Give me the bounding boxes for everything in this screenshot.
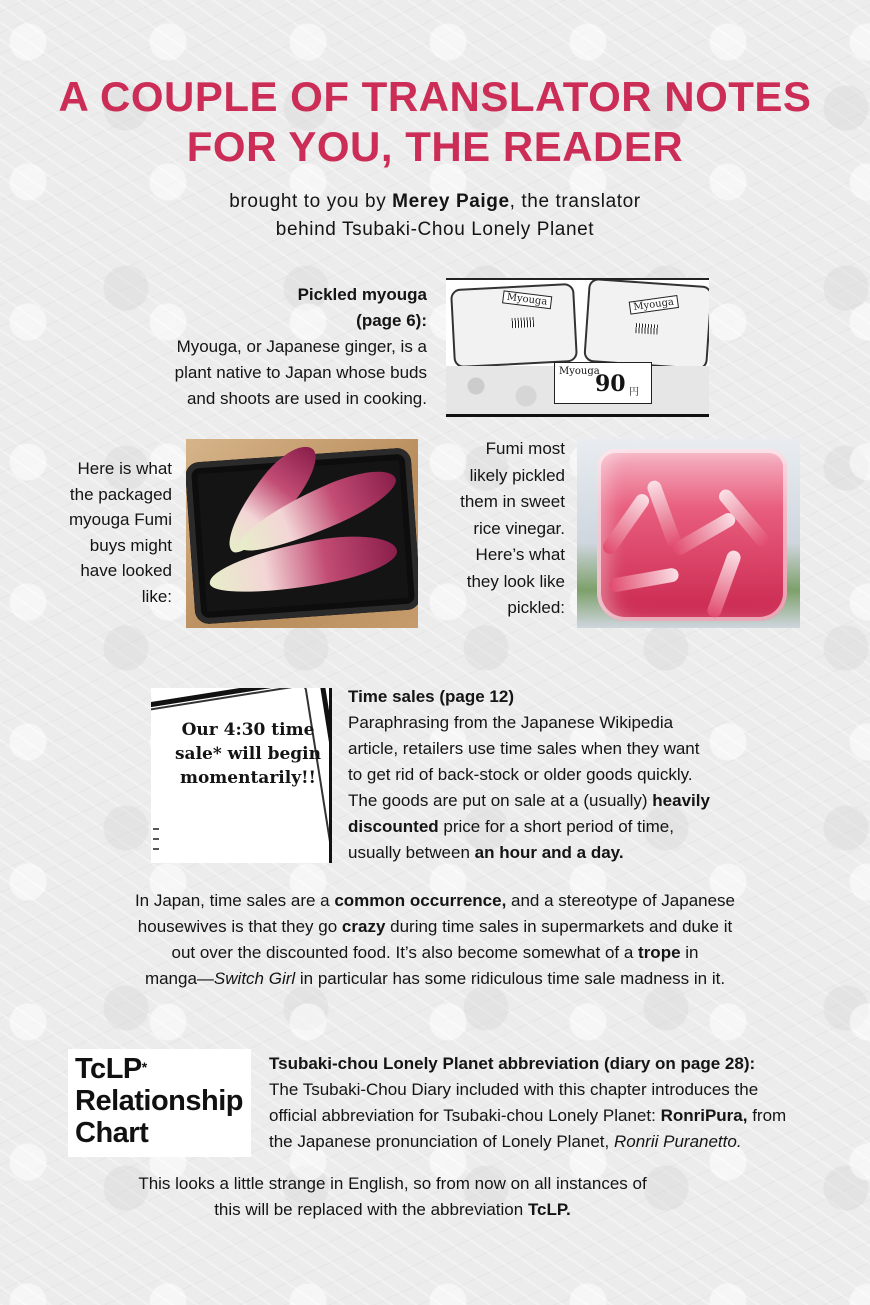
pickled-line: likely pickled: [469, 465, 565, 485]
time-sales-note: [348, 684, 768, 866]
packaged-line: have looked: [80, 561, 172, 580]
pickled-myouga-jar-photo: [577, 439, 800, 628]
tclp-footer-line-1: This looks a little strange in English, so from now on all instances of: [138, 1174, 647, 1193]
bold-run: TcLP.: [527, 1200, 571, 1219]
myouga-heading-1: Pickled myouga: [297, 285, 427, 304]
bold-run: crazy: [341, 917, 386, 936]
panel-tick: [153, 838, 159, 840]
tclp-box-star: *: [141, 1059, 147, 1075]
text-run: this will be replaced with the abbreviation: [214, 1200, 528, 1219]
myouga-body-1: Myouga, or Japanese ginger, is a: [176, 337, 427, 356]
tclp-footer: [60, 1171, 725, 1223]
barcode-2: [635, 323, 658, 335]
myouga-body-2: plant native to Japan whose buds: [174, 363, 427, 382]
time-sales-line-5: [348, 814, 768, 840]
tclp-note: [269, 1051, 849, 1155]
tclp-relationship-chart-box: [68, 1049, 251, 1157]
pickle: [645, 479, 682, 550]
bold-run: an hour and a day.: [474, 843, 624, 862]
manga-tag-2: Myouga: [629, 295, 679, 315]
text-run: in particular has some ridiculous time sale madness in it.: [295, 969, 726, 988]
tclp-line-3: [269, 1129, 849, 1155]
pickled-caption: [440, 436, 565, 622]
text-run: out over the discounted food. It’s also become somewhat of a: [171, 943, 639, 962]
text-run: and a stereotype of Japanese: [506, 891, 736, 910]
time-sales-paragraph: [40, 888, 830, 992]
pickle: [705, 549, 742, 620]
packaged-line: buys might: [89, 535, 172, 555]
manga-pack-right: [583, 278, 709, 370]
speech-line-1: Our 4:30 time: [181, 720, 315, 740]
text-run: manga—: [144, 969, 214, 988]
bold-run: common occurrence,: [334, 891, 507, 910]
pickled-line: them in sweet: [460, 492, 565, 511]
para-line-1: [40, 888, 830, 914]
price-tag-unit: 円: [629, 387, 639, 398]
tclp-box-abbrev: TcLP: [75, 1053, 142, 1085]
glass-jar: [597, 449, 787, 621]
packaged-myouga-photo: [186, 439, 418, 628]
tclp-box-text: [75, 1053, 243, 1149]
barcode-1: [512, 317, 534, 328]
italic-run: Ronrii Puranetto.: [613, 1132, 742, 1151]
subtitle-post: , the translator: [509, 191, 641, 212]
pickle: [670, 510, 738, 557]
time-sales-line-1: Paraphrasing from the Japanese Wikipedia: [348, 713, 674, 732]
speech-line-2: sale* will begin: [174, 744, 321, 764]
tclp-footer-line-2: [60, 1197, 725, 1223]
text-run: in: [680, 943, 699, 962]
manga-pack-left: [450, 283, 578, 368]
subtitle-line-1: [0, 188, 870, 216]
packaged-line: myouga Fumi: [69, 510, 172, 529]
packaged-line: Here is what: [77, 459, 172, 478]
tclp-box-line-1: [75, 1053, 243, 1085]
myouga-note: [150, 282, 427, 412]
pickle: [600, 491, 652, 556]
bold-run: trope: [638, 943, 681, 962]
time-sales-line-4: [348, 788, 768, 814]
tclp-box-line-3: Chart: [75, 1117, 149, 1149]
pickled-line: Here’s what: [475, 545, 565, 564]
myouga-body-3: and shoots are used in cooking.: [186, 389, 427, 408]
tclp-line-1: The Tsubaki-Chou Diary included with this chapter introduces the: [269, 1080, 759, 1099]
manga-panel-image: [446, 278, 709, 417]
text-run: price for a short period of time,: [438, 817, 674, 836]
subtitle-line-2: behind Tsubaki-Chou Lonely Planet: [275, 219, 595, 240]
tclp-line-2: [269, 1103, 849, 1129]
myouga-heading-2: (page 6):: [356, 311, 427, 330]
italic-run: Switch Girl: [213, 969, 296, 988]
pickled-line: they look like: [466, 571, 565, 591]
packaged-caption: [40, 456, 172, 609]
pickled-line: rice vinegar.: [473, 518, 565, 538]
text-run: the Japanese pronunciation of Lonely Planet,: [269, 1132, 614, 1151]
pickled-line: pickled:: [507, 598, 565, 617]
para-line-4: [40, 966, 830, 992]
packaged-line: like:: [141, 586, 172, 606]
text-run: In Japan, time sales are a: [134, 891, 335, 910]
price-tag-value: 90: [595, 371, 626, 397]
page-title: [0, 72, 870, 172]
panel-tick: [153, 848, 159, 850]
text-run: during time sales in supermarkets and duke it: [385, 917, 733, 936]
pickled-line: Fumi most: [485, 439, 565, 458]
bold-run: RonriPura,: [660, 1106, 748, 1125]
time-sales-line-3: to get rid of back-stock or older goods quickly.: [348, 765, 693, 784]
packaged-line: the packaged: [69, 484, 172, 504]
subtitle-pre: brought to you by: [229, 191, 393, 212]
pickle: [608, 567, 679, 593]
bold-run: heavily: [652, 791, 710, 810]
text-run: usually between: [348, 843, 475, 862]
panel-tick: [153, 828, 159, 830]
time-sale-manga-panel: [151, 688, 332, 863]
text-run: housewives is that they go: [137, 917, 342, 936]
speech-text: [173, 718, 323, 790]
tclp-heading: Tsubaki-chou Lonely Planet abbreviation (diary on page 28):: [269, 1054, 756, 1073]
text-run: The goods are put on sale at a (usually): [348, 791, 653, 810]
time-sales-line-6: [348, 840, 768, 866]
bold-run: discounted: [348, 817, 439, 836]
time-sales-heading: Time sales (page 12): [348, 687, 514, 706]
time-sales-line-2: article, retailers use time sales when they want: [348, 739, 700, 758]
title-line-1: A COUPLE OF TRANSLATOR NOTES: [58, 73, 812, 120]
para-line-2: [40, 914, 830, 940]
translator-name: Merey Paige: [392, 191, 510, 212]
title-line-2: FOR YOU, THE READER: [186, 123, 684, 170]
manga-tag-1: Myouga: [502, 290, 552, 309]
manga-price-tag: [554, 362, 652, 404]
speech-line-3: momentarily!!: [179, 768, 317, 788]
subtitle: [0, 188, 870, 244]
para-line-3: [40, 940, 830, 966]
price-tag-label: Myouga: [559, 366, 600, 377]
text-run: official abbreviation for Tsubaki-chou Lonely Planet:: [269, 1106, 661, 1125]
tclp-box-line-2: Relationship: [75, 1085, 244, 1117]
text-run: from: [747, 1106, 787, 1125]
